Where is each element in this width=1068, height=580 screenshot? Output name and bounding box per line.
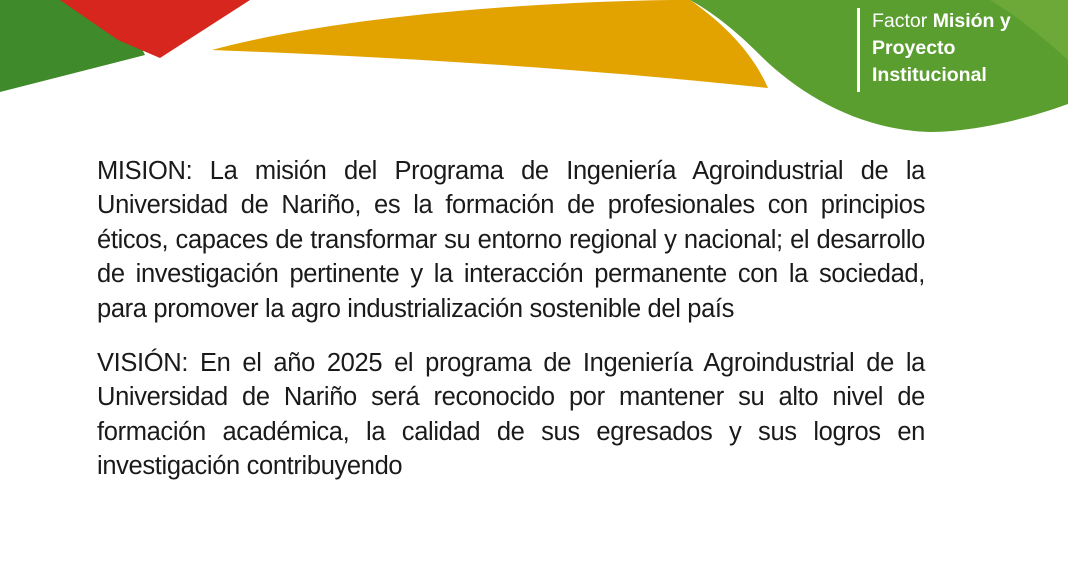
factor-divider — [857, 8, 860, 92]
orange-shape — [212, 0, 768, 88]
factor-line-3: Institucional — [872, 64, 987, 86]
factor-word: Factor — [872, 10, 933, 32]
factor-line-2: Proyecto — [872, 37, 956, 59]
vision-paragraph: VISIÓN: En el año 2025 el programa de Ingeniería Agroindustrial de la Universidad de Nariño será reconocido por mantener su alto nivel de formación académica, la calidad de sus egresados y sus logros en investigación contribuyendo — [97, 349, 925, 481]
mision-paragraph: MISION: La misión del Programa de Ingeniería Agroindustrial de la Universidad de Nariño, es la formación de profesionales con principios éticos, capaces de transformar su entorno regional y nacional; el desarrollo de investigación pertinente y la interacción permanente con la sociedad, para promover la agro industrialización sostenible del país — [97, 157, 925, 323]
main-content — [97, 154, 925, 504]
factor-label — [872, 8, 1062, 89]
factor-mision-word: Misión y — [932, 10, 1011, 32]
factor-line-1 — [872, 8, 1062, 35]
